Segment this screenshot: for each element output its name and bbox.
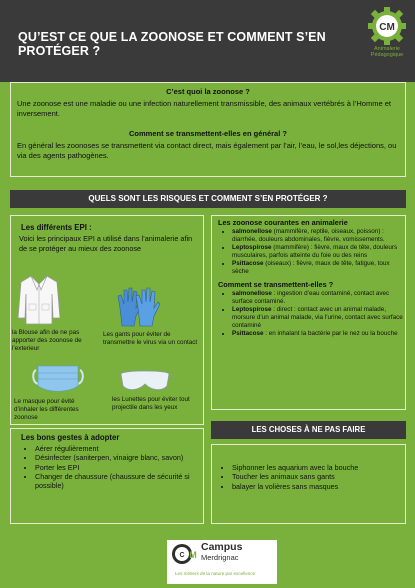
campus-tagline: Les métiers de la nature par excellence [175, 571, 256, 576]
common-title: Les zoonose courantes en animalerie [218, 218, 348, 227]
gestures-list [11, 444, 203, 490]
epi-blouse-caption: la Blouse afin de ne pas apporter des zoonose de l’exterieur [12, 329, 82, 352]
dont-list [212, 463, 405, 491]
list-item: • Siphonner les aquarium avec la bouche [232, 463, 405, 472]
list-item: • Aérer régulièrement [35, 444, 203, 453]
list-item [232, 228, 405, 244]
common-list [212, 228, 405, 276]
question-what: C’est quoi la zoonose ? [166, 87, 250, 96]
campus-location: Merdrignac [201, 553, 239, 562]
dont-heading: LES CHOSES À NE PAS FAIRE [211, 421, 406, 439]
list-item: • balayer la volières sans masques [232, 482, 405, 491]
disease-name: salmonellose [232, 290, 272, 297]
gestures-box [10, 428, 204, 524]
goggles-icon [117, 366, 173, 394]
disease-name: Psittacose [232, 330, 264, 337]
transmission-list [212, 290, 405, 338]
answer-transmission: En général les zoonoses se transmettent via contact direct, mais également par l’air, l’eau, le sol,les déjections, ou via des agents pathogènes. [17, 141, 397, 160]
disease-desc: : en inhalant la bactérie par le nez ou la bouche [263, 330, 398, 337]
list-item: • Porter les EPI [35, 463, 203, 472]
epi-intro: Voici les principaux EPI a utilisé dans l’animalerie afin de se protéger au mieux des zoonose [19, 234, 193, 253]
epi-gants-caption: Les gants pour éviter de transmettre le virus via un contact [103, 331, 198, 346]
disease-name: Leptospirose [232, 306, 272, 313]
campus-logo [167, 540, 277, 584]
disease-desc: : direct : contact avec un animal malade, morsure d’un animal malade, via l’urine, contact avec surface contaminé [232, 306, 403, 329]
list-item [232, 244, 405, 260]
common-zoonoses-box [211, 215, 406, 410]
list-item [232, 260, 405, 276]
disease-desc: (mammifère, reptile, oiseaux, poisson) : diarrhée, douleurs abdominales, fièvre, vomissements. [232, 228, 385, 243]
disease-desc: : ingestion d’eau contaminé, contact avec surface contaminé. [232, 290, 390, 305]
svg-text:CM: CM [379, 22, 395, 33]
svg-text:C: C [179, 552, 185, 559]
disease-name: salmonellose [232, 228, 272, 235]
question-transmission: Comment se transmettent-elles en général ? [129, 129, 287, 138]
gear-logo-icon [367, 6, 407, 46]
animalerie-logo [365, 6, 409, 76]
epi-title: Les différents EPI : [21, 223, 92, 232]
page-title: QU’EST CE QUE LA ZOONOSE ET COMMENT S’EN PROTÉGER ? [18, 30, 326, 58]
transmission-title: Comment se transmettent-elles ? [218, 280, 334, 289]
list-item: • Toucher les animaux sans gants [232, 472, 405, 481]
logo-caption-2: Pédagogique [370, 52, 404, 58]
intro-box [10, 82, 406, 177]
gestures-title: Les bons gestes à adopter [21, 433, 120, 442]
disease-name: Psittacose [232, 260, 264, 267]
dont-box [211, 444, 406, 524]
epi-lunettes-caption: les Lunettes pour éviter tout projectile dans les yeux [112, 396, 190, 411]
risks-heading: QUELS SONT LES RISQUES ET COMMENT S’EN PROTÉGER ? [10, 190, 406, 208]
answer-what: Une zoonose est une maladie ou une infection naturellement transmissible, des animaux vertébrés à l’Homme et inversement. [17, 99, 391, 118]
disease-name: Leptospirose [232, 244, 272, 251]
list-item: • Désinfecter (saniterpen, vinaigre blanc, savon) [35, 453, 203, 462]
svg-text:M: M [189, 550, 197, 560]
campus-name: Campus [201, 541, 243, 553]
logo-caption-1: Animalerie [374, 46, 400, 52]
header-banner [0, 0, 415, 82]
campus-logo-icon [171, 543, 199, 565]
disease-desc: (oiseaux) : fièvre, maux de tête, fatigue, toux sèche [232, 260, 390, 275]
list-item: • Changer de chaussure (chaussure de sécurité si possible) [35, 472, 203, 491]
gloves-icon [116, 286, 162, 328]
mask-icon [32, 360, 84, 394]
list-item [232, 290, 405, 306]
list-item [232, 330, 405, 338]
epi-masque-caption: Le masque pour évité d’inhaler les différentes zoonose [14, 398, 79, 421]
disease-desc: (mammifère) : fièvre, maux de tête, douleurs musculaires, parfois atteinte du foie ou des reins [232, 244, 398, 259]
lab-coat-icon [17, 274, 61, 326]
list-item [232, 306, 405, 330]
